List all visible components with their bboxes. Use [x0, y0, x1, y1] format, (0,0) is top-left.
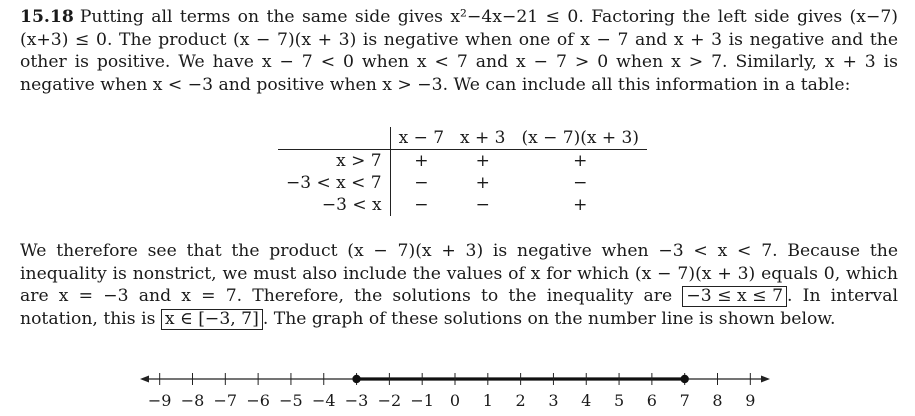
sign-table-row [278, 150, 647, 173]
tick-label: 2 [515, 391, 526, 410]
sign-cell: − [414, 195, 429, 215]
problem-number: 15.18 [20, 7, 74, 27]
sign-cell: + [573, 151, 588, 171]
sign-table-row-label: x > 7 [278, 150, 390, 173]
tick-label: −1 [410, 391, 434, 410]
tick-label: 7 [679, 391, 690, 410]
paragraph-2-text: We therefore see that the product (x − 7)(x + 3) is negative when −3 < x < 7. Because the inequality is nonstrict, we must also include the values of x for which (x − 7)(x + 3) equals 0, which are x = −3 and x = 7. Therefore, the solutions to the inequality are [20, 241, 898, 306]
sign-cell: + [414, 151, 429, 171]
tick-label: 8 [712, 391, 723, 410]
tick-label: 4 [581, 391, 592, 410]
tick-label: 0 [449, 391, 461, 410]
solution-paragraph-1 [20, 6, 898, 96]
sign-table-header-row [278, 127, 647, 150]
arrow-right-icon [761, 376, 770, 383]
sign-table-row [278, 194, 647, 216]
sign-table-header: x + 3 [452, 127, 513, 150]
paragraph-2-text: . In interval notation, this is [20, 286, 899, 329]
number-line [130, 368, 780, 412]
tick-label: 5 [613, 391, 625, 410]
solution-paragraph-2 [20, 240, 898, 330]
paragraph-1-text: Putting all terms on the same side gives x²−4x−21 ≤ 0. Factoring the left side gives (x−7)(x+3) ≤ 0. The product (x − 7)(x + 3) is negative when one of x − 7 and x + 3 is negative and the other is positive. We have x − 7 < 0 when x < 7 and x − 7 > 0 when x > 7. Similarly, x + 3 is negative when x < −3 and positive when x > −3. We can include all this information in a table: [20, 7, 898, 95]
sign-cell: − [573, 173, 588, 193]
sign-cell: + [475, 173, 490, 193]
boxed-answer-interval: x ∈ [−3, 7] [161, 309, 263, 330]
sign-table [278, 127, 647, 216]
tick-label: −4 [311, 391, 336, 410]
tick-label: −9 [147, 391, 172, 410]
tick-label: 6 [646, 391, 657, 410]
sign-cell: + [573, 195, 588, 215]
sign-table-row-label: −3 < x [278, 194, 390, 216]
endpoint-dot [352, 375, 360, 383]
tick-label: −3 [344, 391, 369, 410]
tick-label: −6 [246, 391, 270, 410]
sign-table-header: (x − 7)(x + 3) [514, 127, 647, 150]
paragraph-2-text: . The graph of these solutions on the number line is shown below. [262, 308, 836, 329]
tick-label: −5 [279, 391, 303, 410]
sign-table-row-label: −3 < x < 7 [278, 172, 390, 194]
sign-table-corner [278, 127, 390, 150]
tick-label: −7 [213, 391, 238, 410]
tick-label: 3 [548, 391, 559, 410]
tick-label: −2 [377, 391, 402, 410]
sign-cell: − [414, 173, 429, 193]
tick-label: 9 [745, 391, 756, 410]
sign-table-row [278, 172, 647, 194]
tick-label: 1 [482, 391, 493, 410]
sign-table-header: x − 7 [390, 127, 452, 150]
tick-label: −8 [180, 391, 205, 410]
arrow-left-icon [140, 376, 149, 383]
endpoint-dot [680, 375, 688, 383]
sign-cell: − [475, 195, 490, 215]
sign-cell: + [475, 151, 490, 171]
boxed-answer-inequality: −3 ≤ x ≤ 7 [682, 286, 787, 307]
